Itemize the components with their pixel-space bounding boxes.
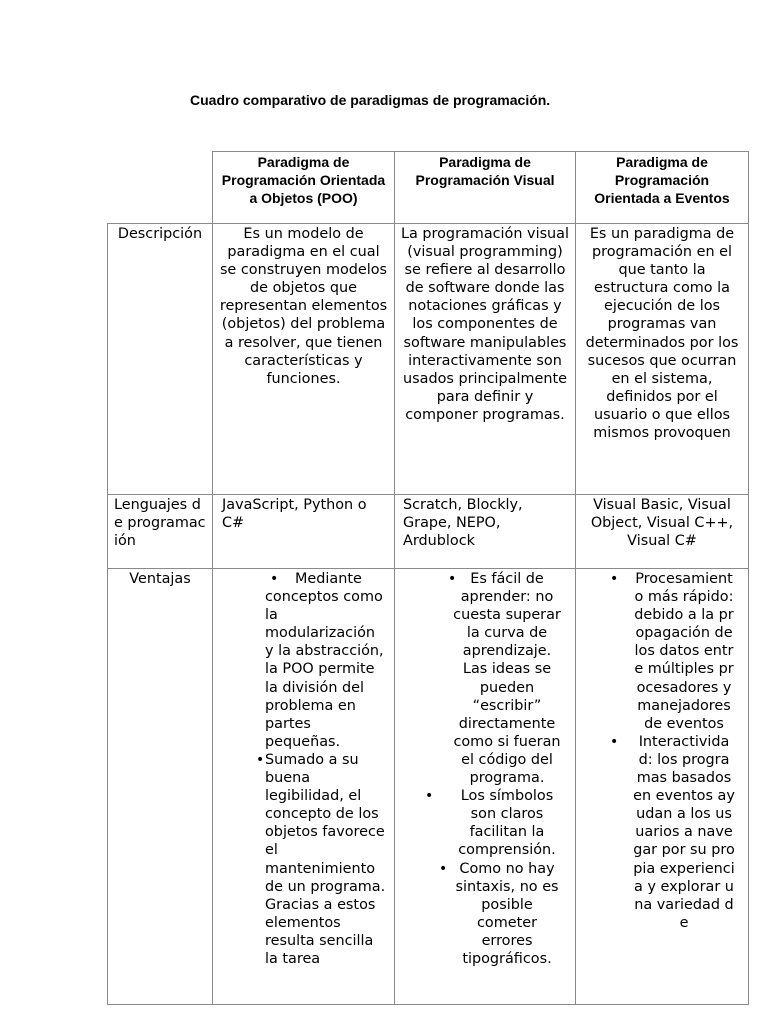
cell-lenguajes-visual bbox=[394, 494, 576, 569]
header-poo bbox=[212, 151, 395, 224]
ventajas-poo-list bbox=[256, 570, 386, 968]
header-poo-text: Paradigma de Programación Orientada a Objetos (POO) bbox=[221, 154, 386, 206]
ventajas-poo-item-2: Sumado a su buena legibilidad, el concepto de los objetos favorece el mantenimiento de un programa. Gracias a estos elementos resulta sencilla la tarea bbox=[265, 751, 386, 967]
list-item bbox=[425, 787, 563, 859]
ventajas-visual-item-3: Como no hay sintaxis, no es posible cometer errores tipográficos. bbox=[455, 860, 559, 967]
cell-lenguajes-poo-text: JavaScript, Python o C# bbox=[222, 497, 367, 532]
header-eventos bbox=[575, 151, 749, 224]
cell-ventajas-poo bbox=[212, 568, 395, 1005]
row-label-descripcion-text: Descripción bbox=[117, 226, 203, 242]
cell-lenguajes-visual-text: Scratch, Blockly, Grape, NEPO, Ardublock bbox=[403, 497, 523, 550]
cell-descripcion-visual bbox=[394, 223, 576, 495]
list-item bbox=[256, 751, 386, 968]
row-label-lenguajes bbox=[107, 494, 213, 569]
bullet-icon: • bbox=[425, 788, 434, 805]
cell-lenguajes-eventos bbox=[575, 494, 749, 569]
cell-lenguajes-poo bbox=[212, 494, 395, 569]
cell-descripcion-poo bbox=[212, 223, 395, 495]
ventajas-poo-item-1: Mediante conceptos como la modularización y la abstracción, la POO permite la división del problema en partes pequeñas. bbox=[265, 571, 384, 750]
row-label-ventajas bbox=[107, 568, 213, 1005]
header-visual bbox=[394, 151, 576, 224]
cell-descripcion-eventos bbox=[575, 223, 749, 495]
header-visual-text: Paradigma de Programación Visual bbox=[415, 154, 555, 188]
bullet-icon: • bbox=[448, 571, 457, 587]
row-label-lenguajes-text: Lenguajes de programación bbox=[114, 497, 206, 550]
row-label-ventajas-text: Ventajas bbox=[129, 571, 191, 587]
bullet-icon: • bbox=[270, 571, 279, 587]
list-item bbox=[265, 570, 386, 751]
header-eventos-text: Paradigma de Programación Orientada a Eventos bbox=[594, 154, 730, 206]
page-title: Cuadro comparativo de paradigmas de programación. bbox=[190, 92, 551, 108]
cell-ventajas-visual bbox=[394, 568, 576, 1005]
cell-descripcion-eventos-text: Es un paradigma de programación en el que tanto la estructura como la ejecución de los programas van determinados por los sucesos que ocurran en el sistema, definidos por el usuario o que ellos mismos provoquen bbox=[585, 226, 739, 442]
ventajas-eventos-item-1: Procesamiento más rápido: debido a la propagación de los datos entre múltiples procesadores y manejadores de eventos bbox=[634, 571, 734, 732]
list-item bbox=[610, 570, 736, 733]
list-item bbox=[439, 860, 563, 969]
ventajas-eventos-item-2: Interactividad: los programas basados en eventos ayudan a los usuarios a navegar por su propia experiencia y explorar una variedad de bbox=[633, 733, 735, 931]
bullet-icon: • bbox=[610, 733, 619, 750]
cell-ventajas-eventos bbox=[575, 568, 749, 1005]
cell-lenguajes-eventos-text: Visual Basic, Visual Object, Visual C++, Visual C# bbox=[590, 497, 734, 550]
list-item bbox=[610, 733, 736, 932]
ventajas-visual-list bbox=[425, 570, 563, 968]
bullet-icon: • bbox=[439, 860, 448, 877]
list-item bbox=[448, 570, 563, 787]
cell-descripcion-visual-text: La programación visual (visual programming) se refiere al desarrollo de software donde las notaciones gráficas y los componentes de software manipulables interactivamente son usados principalmente para definir y componer programas. bbox=[400, 226, 569, 423]
bullet-icon: • bbox=[610, 571, 619, 587]
ventajas-visual-item-2: Los símbolos son claros facilitan la comprensión. bbox=[458, 788, 556, 859]
cell-descripcion-poo-text: Es un modelo de paradigma en el cual se construyen modelos de objetos que representan elementos (objetos) del problema a resolver, que tienen características y funciones. bbox=[219, 226, 388, 387]
bullet-icon: • bbox=[256, 751, 265, 768]
row-label-descripcion bbox=[107, 223, 213, 495]
ventajas-eventos-list bbox=[610, 570, 736, 932]
ventajas-visual-item-1: Es fácil de aprender: no cuesta superar la curva de aprendizaje. Las ideas se pueden “escribir” directamente como si fueran el código del programa. bbox=[453, 571, 561, 787]
